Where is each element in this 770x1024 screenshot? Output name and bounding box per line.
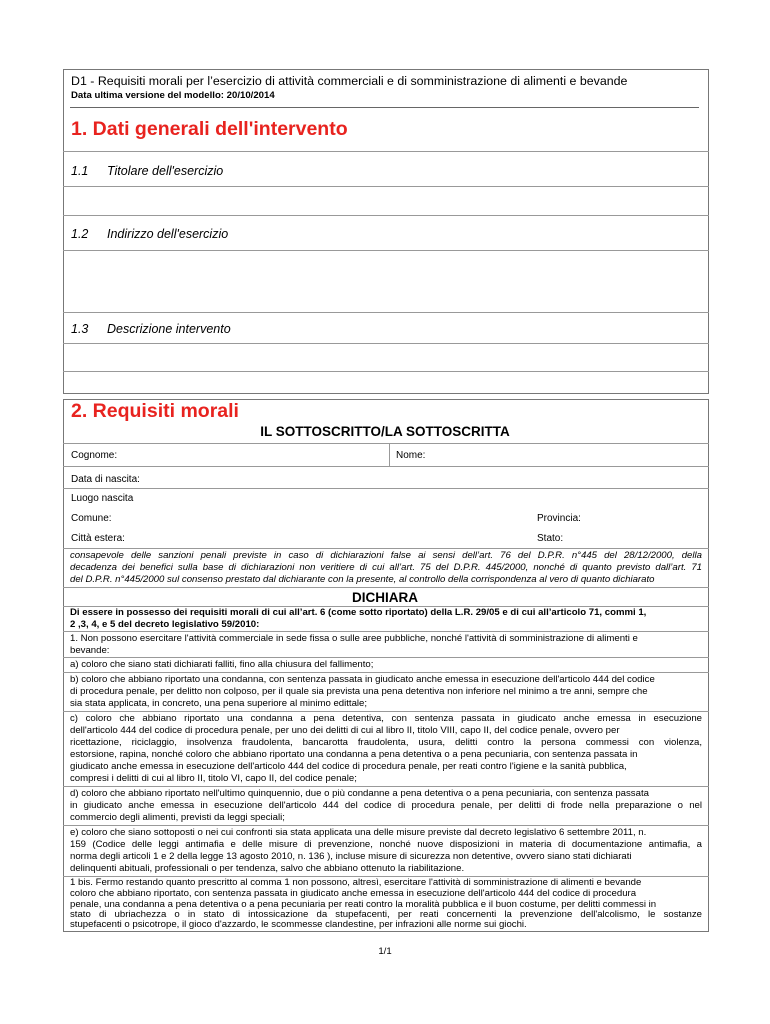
section1-heading: 1. Dati generali dell'intervento (71, 118, 348, 140)
divider (63, 631, 709, 632)
requisiti-intro-line: Di essere in possesso dei requisiti morali di cui all’art. 6 (come sotto riportato) della L.R. 29/05 e di cui all’articolo 71, commi 1, (70, 607, 647, 618)
consapevole-line: decadenza dei benefici sulla base di dichiarazioni non veritiere di cui all’art. 75 del D.P.R. 445/2000, nonché di quanto previsto dall’art. 71 (70, 562, 702, 573)
divider (63, 825, 709, 826)
paragraph-line: commercio degli alimenti, previsti da leggi speciali; (70, 812, 285, 823)
divider (63, 711, 709, 712)
paragraph-line: in giudicato anche emessa in esecuzione dell'articolo 444 del codice di procedura penale, per delitti di frode nella preparazione o nel (70, 800, 702, 811)
nome-field[interactable] (390, 444, 708, 466)
document-title: D1 - Requisiti morali per l’esercizio di attività commerciali e di somministrazione di alimenti e bevande (71, 74, 628, 88)
paragraph-line: d) coloro che abbiano riportato nell'ultimo quinquennio, due o più condanne a pena detentiva o a pena pecuniaria, con sentenza passata (70, 788, 649, 799)
item-number: 1.3 (71, 322, 89, 336)
sottoscritto-heading: IL SOTTOSCRITTO/LA SOTTOSCRITTA (260, 424, 510, 439)
paragraph-line: 159 (Codice delle leggi antimafia e delle misure di prevenzione, nonché nuove disposizioni in materia di documentazione antimafia, a (70, 839, 702, 850)
divider (63, 215, 709, 216)
paragraph-line: ricettazione, riciclaggio, insolvenza fraudolenta, bancarotta fraudolenta, usura, delitti contro la persona commessi con violenza, (70, 737, 702, 748)
stato-label: Stato: (537, 533, 564, 544)
paragraph-line: giudicato anche emessa in esecuzione dell'articolo 444 del codice di procedura penale, per reati contro l'igiene e la sanità pubblica, (70, 761, 627, 772)
paragraph-line: stupefacenti o psicotrope, il gioco d'azzardo, le scommesse clandestine, per infrazioni alle norme sui giochi. (70, 919, 527, 930)
nome-label: Nome: (396, 450, 426, 461)
divider (63, 657, 709, 658)
header-divider (70, 107, 699, 108)
paragraph-line: 1. Non possono esercitare l'attività commerciale in sede fissa o sulle aree pubbliche, nonché l'attività di somministrazione di alimenti e (70, 633, 638, 644)
indirizzo-field[interactable] (64, 251, 708, 311)
stato-field[interactable] (530, 529, 708, 548)
paragraph-line: coloro che abbiano riportato, con sentenza passata in giudicato anche emessa in esecuzione dell'articolo 444 del codice di procedura (70, 888, 637, 899)
paragraph-line: delinquenti abituali, professionali o per tendenza, salvo che abbiano ottenuto la riabilitazione. (70, 863, 465, 874)
data-nascita-label: Data di nascita: (71, 474, 140, 485)
paragraph-line: penale, una condanna a pena detentiva o a pena pecuniaria per reati contro la moralità pubblica e il buon costume, per delitti commessi in (70, 899, 657, 910)
paragraph-line: 1 bis. Fermo restando quanto prescritto al comma 1 non possono, altresì, esercitare l'attività di somministrazione di alimenti e bevande (70, 877, 642, 888)
divider (63, 312, 709, 313)
titolare-label: Titolare dell'esercizio (107, 164, 224, 178)
paragraph-line: bevande: (70, 645, 110, 656)
consapevole-line: del D.P.R. n°445/2000 sul consenso prestato dal dichiarante con la presente, al controllo della corrispondenza al vero di quanto dichiarato (70, 574, 655, 585)
divider (63, 151, 709, 152)
paragraph-line: c) coloro che abbiano riportato una condanna a pena detentiva, con sentenza passata in giudicato anche emessa in esecuzione (70, 713, 702, 724)
section2-heading: 2. Requisiti morali (71, 400, 239, 422)
divider (63, 548, 709, 549)
divider (63, 587, 709, 588)
paragraph-line: e) coloro che siano sottoposti o nei cui confronti sia stata applicata una delle misure previste dal decreto legislativo 6 settembre 2011, n. (70, 827, 647, 838)
divider (63, 488, 709, 489)
item-number: 1.1 (71, 164, 89, 178)
cognome-label: Cognome: (71, 450, 118, 461)
paragraph-line: norma degli articoli 1 e 2 della legge 13 agosto 2010, n. 136 ), incluse misure di sicurezza non detentive, ovvero siano stati dichiarati (70, 851, 632, 862)
paragraph-line: a) coloro che siano stati dichiarati falliti, fino alla chiusura del fallimento; (70, 659, 374, 670)
paragraph-line: compresi i delitti di cui al libro II, titolo VI, capo II, del codice penale; (70, 773, 357, 784)
descrizione-label: Descrizione intervento (107, 322, 231, 336)
divider (63, 672, 709, 673)
provincia-field[interactable] (530, 508, 708, 529)
citta-estera-label: Città estera: (71, 533, 125, 544)
divider (63, 371, 709, 372)
consapevole-line: consapevole delle sanzioni penali previste in caso di dichiarazioni false ai sensi dell’art. 76 del D.P.R. n°445 del 28/12/2000, della (70, 550, 702, 561)
citta-estera-field[interactable] (64, 529, 524, 548)
luogo-nascita-label: Luogo nascita (71, 493, 134, 504)
comune-label: Comune: (71, 513, 112, 524)
paragraph-line: b) coloro che abbiano riportato una condanna, con sentenza passata in giudicato anche emessa in esecuzione dell'articolo 444 del codice (70, 674, 655, 685)
indirizzo-label: Indirizzo dell'esercizio (107, 227, 229, 241)
version-date: Data ultima versione del modello: 20/10/2014 (71, 90, 275, 101)
cognome-field[interactable] (64, 444, 388, 466)
paragraph-line: di procedura penale, per delitto non colposo, per il quale sia prevista una pena detentiva non inferiore nel minimo a tre anni, sempre che (70, 686, 648, 697)
paragraph-line: sia stata applicata, in concreto, una pena superiore al minimo edittale; (70, 698, 368, 709)
item-number: 1.2 (71, 227, 89, 241)
page-number: 1/1 (378, 946, 392, 957)
paragraph-line: dell'articolo 444 del codice di procedura penale, per uno dei delitti di cui al libro II, titolo VIII, capo II, del codice penale, ovvero per (70, 725, 620, 736)
paragraph-line: stato di ubriachezza o in stato di intossicazione da stupefacenti, per reati concernenti la prevenzione dell'alcolismo, le sostanze (70, 909, 702, 920)
descrizione-field[interactable] (64, 344, 708, 371)
dichiara-heading: DICHIARA (352, 590, 418, 605)
requisiti-intro-line: 2 ,3, 4, e 5 del decreto legislativo 59/2010: (70, 619, 260, 630)
paragraph-line: estorsione, rapina, nonché coloro che abbiano riportato una condanna a pena detentiva o a pena pecuniaria, con sentenza passata in (70, 749, 638, 760)
provincia-label: Provincia: (537, 513, 581, 524)
titolare-field[interactable] (64, 187, 708, 215)
data-nascita-field[interactable] (64, 467, 708, 488)
divider (63, 786, 709, 787)
comune-field[interactable] (64, 508, 524, 529)
